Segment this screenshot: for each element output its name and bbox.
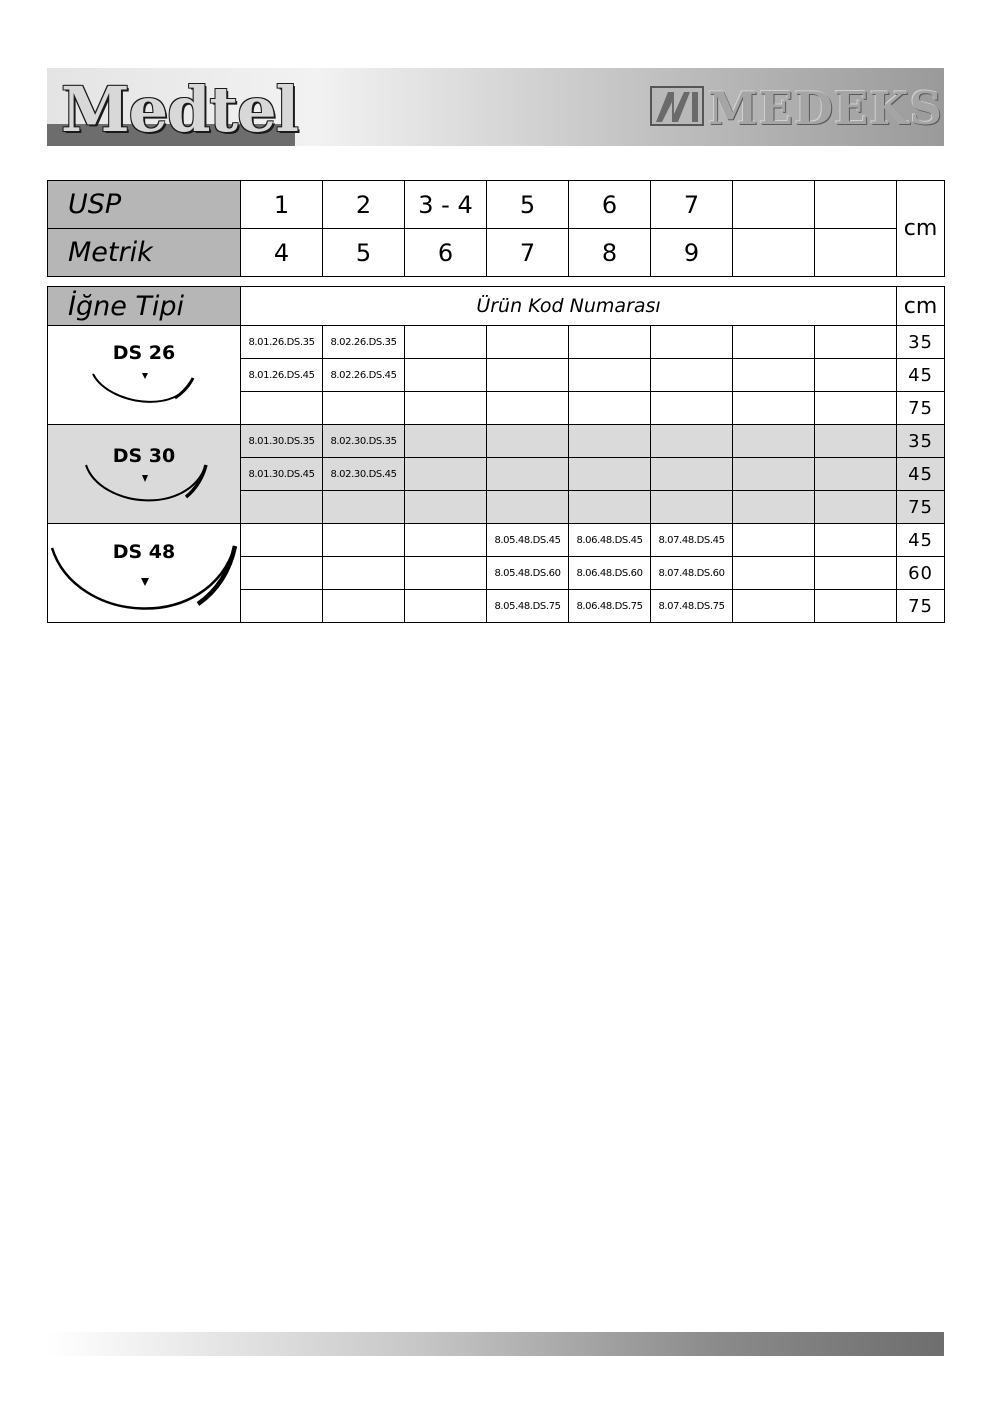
length-value: 60 [897, 557, 945, 590]
product-code [815, 557, 897, 590]
product-code [405, 524, 487, 557]
usp-value [733, 181, 815, 229]
product-code [651, 425, 733, 458]
product-code [569, 392, 651, 425]
product-code [733, 359, 815, 392]
length-value: 45 [897, 359, 945, 392]
product-code [815, 359, 897, 392]
product-code [733, 491, 815, 524]
usp-value: 6 [569, 181, 651, 229]
footer-band [47, 1332, 944, 1356]
product-code: 8.02.30.DS.35 [323, 425, 405, 458]
needle-cell-ds26 [48, 326, 241, 425]
product-code: 8.02.26.DS.35 [323, 326, 405, 359]
product-code [323, 524, 405, 557]
metrik-value [733, 229, 815, 277]
product-code [405, 557, 487, 590]
medeks-mark-icon [650, 86, 704, 126]
product-code [487, 491, 569, 524]
product-code [651, 458, 733, 491]
product-code: 8.07.48.DS.75 [651, 590, 733, 623]
product-code [815, 524, 897, 557]
product-code: 8.01.30.DS.35 [241, 425, 323, 458]
metrik-value [815, 229, 897, 277]
product-code: 8.06.48.DS.75 [569, 590, 651, 623]
product-code [569, 326, 651, 359]
size-unit: cm [897, 181, 945, 277]
product-code [405, 458, 487, 491]
product-code [569, 458, 651, 491]
product-code [815, 392, 897, 425]
product-code [733, 425, 815, 458]
needle-label: DS 30 [112, 445, 176, 467]
product-code [241, 590, 323, 623]
product-code [651, 359, 733, 392]
product-code [405, 359, 487, 392]
length-value: 75 [897, 392, 945, 425]
product-code [405, 326, 487, 359]
product-code [323, 491, 405, 524]
product-code [569, 491, 651, 524]
medtel-logo-text: Medtel [61, 73, 299, 146]
product-code [569, 425, 651, 458]
product-code: 8.05.48.DS.45 [487, 524, 569, 557]
length-value: 75 [897, 590, 945, 623]
usp-value: 2 [323, 181, 405, 229]
curved-needle-medium-icon [48, 425, 241, 524]
product-code [651, 392, 733, 425]
product-code [241, 524, 323, 557]
metrik-value: 9 [651, 229, 733, 277]
needle-label: DS 26 [112, 342, 176, 364]
size-table [47, 180, 945, 277]
product-code [569, 359, 651, 392]
product-code [487, 392, 569, 425]
curved-needle-small-icon [48, 326, 241, 425]
product-code [815, 458, 897, 491]
table-row [48, 524, 945, 557]
product-code [733, 458, 815, 491]
usp-row [48, 181, 945, 229]
needle-cell-ds48 [48, 524, 241, 623]
metrik-value: 6 [405, 229, 487, 277]
needle-label: DS 48 [112, 541, 176, 563]
product-code [241, 491, 323, 524]
metrik-label: Metrik [48, 229, 241, 277]
product-code [487, 458, 569, 491]
product-code: 8.01.30.DS.45 [241, 458, 323, 491]
usp-value [815, 181, 897, 229]
usp-value: 7 [651, 181, 733, 229]
product-code [487, 359, 569, 392]
length-value: 35 [897, 425, 945, 458]
product-code [323, 590, 405, 623]
product-code: 8.02.26.DS.45 [323, 359, 405, 392]
product-table [47, 286, 945, 623]
usp-value: 3 - 4 [405, 181, 487, 229]
length-value: 45 [897, 458, 945, 491]
product-code [651, 326, 733, 359]
usp-value: 5 [487, 181, 569, 229]
curved-needle-large-icon [48, 524, 241, 623]
product-code: 8.07.48.DS.45 [651, 524, 733, 557]
product-code: 8.01.26.DS.35 [241, 326, 323, 359]
product-code [733, 524, 815, 557]
metrik-value: 4 [241, 229, 323, 277]
product-code: 8.01.26.DS.45 [241, 359, 323, 392]
medeks-logo [650, 82, 944, 135]
product-code: 8.05.48.DS.60 [487, 557, 569, 590]
product-code [241, 557, 323, 590]
product-code [815, 425, 897, 458]
product-code [733, 590, 815, 623]
product-code [815, 491, 897, 524]
table-row [48, 425, 945, 458]
needle-cell-ds30 [48, 425, 241, 524]
metrik-row [48, 229, 945, 277]
product-code [405, 491, 487, 524]
product-code: 8.02.30.DS.45 [323, 458, 405, 491]
length-value: 75 [897, 491, 945, 524]
needle-type-header: İğne Tipi [48, 287, 241, 326]
product-code: 8.06.48.DS.60 [569, 557, 651, 590]
product-code [323, 392, 405, 425]
product-code: 8.05.48.DS.75 [487, 590, 569, 623]
product-code [651, 491, 733, 524]
length-unit-header: cm [897, 287, 945, 326]
product-code [405, 590, 487, 623]
metrik-value: 8 [569, 229, 651, 277]
product-header-row [48, 287, 945, 326]
product-code [733, 557, 815, 590]
length-value: 35 [897, 326, 945, 359]
medeks-logo-text: MEDEKS [708, 82, 944, 135]
metrik-value: 5 [323, 229, 405, 277]
product-code [733, 326, 815, 359]
product-code-header: Ürün Kod Numarası [241, 287, 897, 326]
product-code [733, 392, 815, 425]
usp-value: 1 [241, 181, 323, 229]
product-code [487, 326, 569, 359]
product-code: 8.07.48.DS.60 [651, 557, 733, 590]
product-code [323, 557, 405, 590]
product-code [815, 326, 897, 359]
metrik-value: 7 [487, 229, 569, 277]
product-code [487, 425, 569, 458]
product-code [241, 392, 323, 425]
table-row [48, 326, 945, 359]
product-code [405, 392, 487, 425]
medtel-logo [47, 73, 299, 146]
product-code: 8.06.48.DS.45 [569, 524, 651, 557]
product-code [405, 425, 487, 458]
length-value: 45 [897, 524, 945, 557]
product-code [815, 590, 897, 623]
usp-label: USP [48, 181, 241, 229]
